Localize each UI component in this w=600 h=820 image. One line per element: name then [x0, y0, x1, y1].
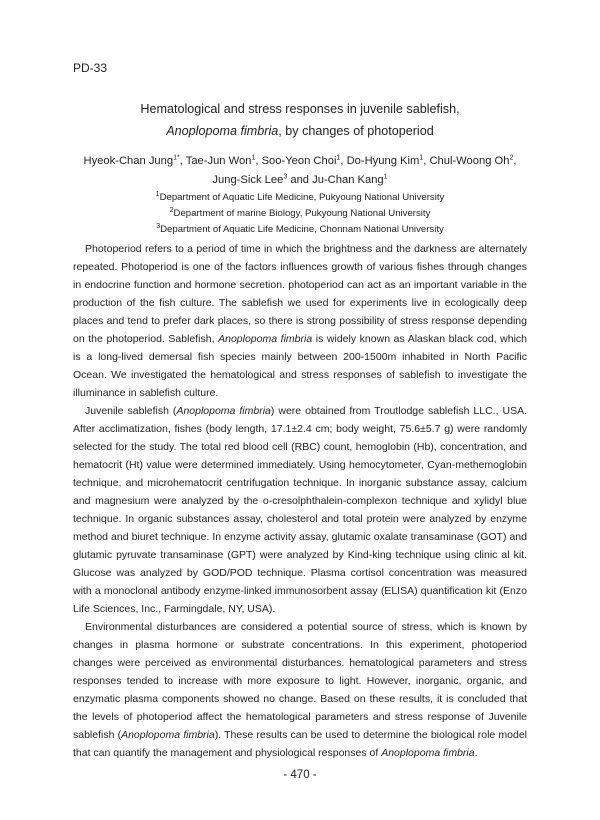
- text-run: Environmental disturbances are considered a potential source of stress, which is known by changes in plasma hormone or substrate concentrations. In this experiment, photoperiod changes were perceived as environmental disturbances. hematological parameters and stress responses tended to increase with more exposure to light. However, inorganic, organic, and enzymatic plasma components showed no change. Based on these results, it is concluded that the levels of photoperiod affect the hematological parameters and stress response of Juvenile sablefish (: [73, 621, 527, 741]
- affiliation: [0, 222, 600, 238]
- text-run: is widely known as Alaskan black cod, which is a long-lived demersal fish species mainly between 200-1500m inhabited in North Pacific Ocean. We investigated the hematological and stress responses of sablefish to investigate the illuminance in sablefish culture.: [73, 333, 528, 399]
- author-list: [0, 152, 600, 190]
- author-name: Tae-Jun Won: [185, 155, 252, 167]
- text-run: ) were obtained from Troutlodge sablefish LLC., USA. After acclimatization, fishes (body length, 17.1±2.4 cm; body weight, 75.6±5.7 g) were randomly selected for the study. The total red blood cell (RBC) count, hemoglobin (Hb), concentration, and hematocrit (Ht) value were determined immediately. Using hemocytometer, Cyan-methemoglobin technique, and microhematocrit centrifugation technique. In inorganic substance assay, calcium and magnesium were analyzed by the o-cresolphthalein-complexon technique and xylidyl blue technique. In organic substances assay, cholesterol and total protein were analyzed by enzyme method and biuret technique. In enzyme activity assay, glutamic oxalate transaminase (GOT) and glutamic pyruvate transaminase (GPT) were analyzed by Kind-king technique using clinic al kit. Glucose was analyzed by GOD/POD technique. Plasma cortisol concentration was measured with a monoclonal antibody enzyme-linked immunosorbent assay (ELISA) quantification kit (Enzo Life Sciences, Inc., Farmingdale, NY, USA).: [73, 405, 527, 615]
- species-name: Anoplopoma fimbria: [218, 333, 313, 345]
- author-sup: 1: [251, 154, 256, 162]
- species-name: Anoplopoma fimbria: [121, 729, 215, 741]
- species-name: Anoplopoma fimbria: [176, 405, 271, 417]
- author-line-2: Jung-Sick Lee$^3$ and Ju-Chan Kang$^1$: [212, 173, 388, 186]
- affiliation: [0, 190, 600, 206]
- author-name: Do-Hyung Kim: [346, 155, 420, 167]
- author-sup: 3: [283, 173, 288, 181]
- author-name: Hyeok-Chan Jung: [83, 155, 174, 167]
- author-sup: 1: [383, 173, 388, 181]
- title-line-1: Hematological and stress responses in juvenile sablefish,: [140, 102, 460, 116]
- affiliation-list: [0, 190, 600, 238]
- author-sup: 2: [509, 154, 514, 162]
- affiliation-sup: 1: [155, 190, 160, 198]
- author-name: Ju-Chan Kang: [312, 174, 384, 186]
- affiliation-sup: 3: [156, 222, 161, 230]
- text-run: Juvenile sablefish (: [85, 405, 177, 417]
- author-name: Jung-Sick Lee: [212, 174, 284, 186]
- affiliation-text: Department of marine Biology, Pukyoung National University: [173, 208, 431, 219]
- title-line-2-rest: , by changes of photoperiod: [278, 124, 434, 138]
- title-species: Anoplopoma fimbria: [166, 124, 279, 138]
- author-name: Soo-Yeon Choi: [261, 155, 337, 167]
- title-line-2: [0, 120, 600, 142]
- text-run: ). These results can be used to determine the biological role model that can quantify the management and physiological responses of: [73, 729, 527, 759]
- author-name: Chul-Woong Oh: [429, 155, 510, 167]
- affiliation-text: Department of Aquatic Life Medicine, Chonnam National University: [160, 224, 444, 235]
- text-run: Photoperiod refers to a period of time in which the brightness and the darkness are alternately repeated. Photoperiod is one of the factors influences growth of various fishes through changes in endocrine function and hormone secretion. photoperiod can act as an important variable in the production of the fish culture. The sablefish we used for experiments live in ecologically deep places and tend to prefer dark places, so there is strong possibility of stress response depending on the photoperiod. Sablefish,: [73, 243, 527, 345]
- author-line-1: Hyeok-Chan Jung$^{1*}$, Tae-Jun Won$^1$, Soo-Yeon Choi$^1$, Do-Hyung Kim$^1$, Chul-Woong Oh$^2$,: [83, 154, 517, 167]
- affiliation-text: Department of Aquatic Life Medicine, Pukyoung National University: [159, 192, 445, 203]
- paragraph-3: [73, 618, 527, 762]
- affiliation-sup: 2: [169, 206, 174, 214]
- affiliation: [0, 206, 600, 222]
- text-run: .: [474, 747, 478, 759]
- author-sup: 1: [419, 154, 424, 162]
- paper-title: [0, 98, 600, 142]
- author-sup: 1*: [173, 154, 180, 162]
- paragraph-2: [73, 402, 527, 618]
- page-number: - 470 -: [283, 769, 317, 781]
- author-sup: 1: [336, 154, 341, 162]
- abstract-body: [73, 240, 527, 762]
- paragraph-1: [73, 240, 527, 402]
- abstract-code: PD-33: [73, 61, 108, 75]
- species-name: Anoplopoma fimbria: [381, 747, 475, 759]
